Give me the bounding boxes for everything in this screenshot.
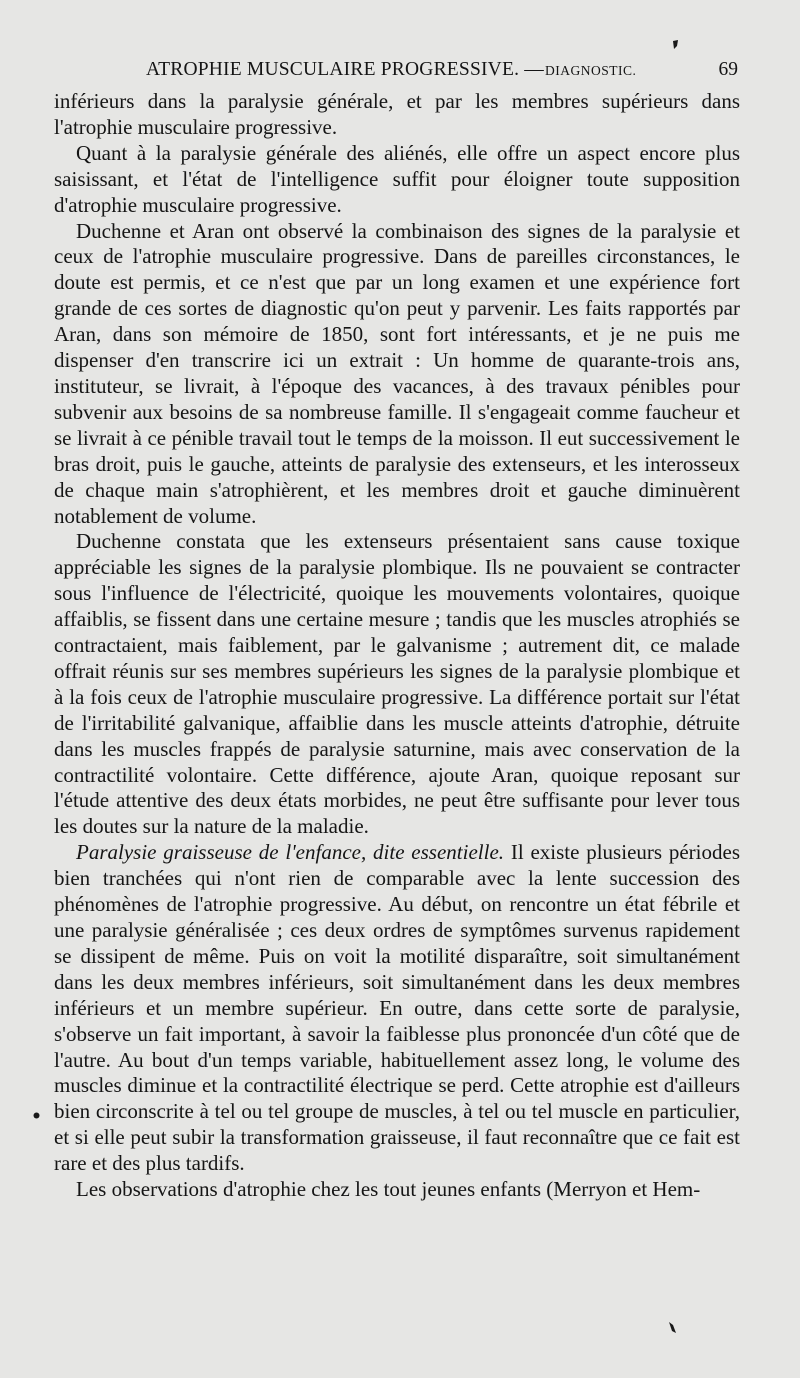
running-header bbox=[54, 56, 740, 84]
ink-speck-mark bbox=[671, 40, 679, 50]
paragraph-heading: Paralysie graisseuse de l'enfance, dite essentielle. bbox=[76, 840, 505, 865]
body-text bbox=[54, 89, 740, 1203]
ink-speck-mark-bottom bbox=[668, 1322, 677, 1334]
paragraph-duchenne-aran: Duchenne et Aran ont observé la combinaison des signes de la paralysie et ceux de l'atrophie musculaire progressive. Dans de pareilles circonstances, le doute est permis, et ce n'est que par un long examen et une expérience fort grande de ces sortes de diagnostic qu'on peut y parvenir. Les faits rapportés par Aran, dans son mémoire de 1850, sont fort intéressants, et je ne puis me dispenser d'en transcrire ici un extrait : Un homme de quarante-trois ans, instituteur, se livrait, à l'époque des vacances, à des travaux pénibles pour subvenir aux besoins de sa nombreuse famille. Il s'engageait comme faucheur et se livrait à ce pénible travail tout le temps de la moisson. Il eut successivement le bras droit, puis le gauche, atteints de paralysie des extenseurs, et les interosseux de chaque main s'atrophièrent, et les membres droit et gauche diminuèrent notablement de volume. bbox=[54, 218, 740, 528]
paragraph-paralysie-graisseuse bbox=[54, 840, 740, 1177]
section-label: DIAGNOSTIC. bbox=[545, 63, 637, 78]
paragraph-continued: inférieurs dans la paralysie générale, et par les membres supérieurs dans l'atrophie musculaire progressive. bbox=[54, 89, 740, 139]
page-number: 69 bbox=[718, 59, 738, 80]
paragraph-duchenne-constata: Duchenne constata que les extenseurs présentaient sans cause toxique appréciable les signes de la paralysie plombique. Ils ne pouvaient se contracter sous l'influence de l'électricité, quoique les mouvements volontaires, quoique affaiblis, se fissent dans une certaine mesure ; tandis que les muscles atrophiés se contractaient, mais faiblement, par le galvanisme ; autrement dit, ce malade offrait réunis sur ses membres supérieurs les signes de la paralysie plombique et à la fois ceux de l'atrophie musculaire progressive. La différence portait sur l'état de l'irritabilité galvanique, affaiblie dans les muscle atteints d'atrophie, détruite dans les muscles frappés de paralysie saturnine, mais avec conservation de la contractilité volontaire. Cette différence, ajoute Aran, quoique reposant sur l'étude attentive des deux états morbides, ne peut être suffisante pour lever tous les doutes sur la nature de la maladie. bbox=[54, 529, 740, 839]
margin-dot-mark bbox=[33, 1112, 40, 1119]
running-title: ATROPHIE MUSCULAIRE PROGRESSIVE. — bbox=[146, 59, 544, 80]
paragraph-body: Il existe plusieurs périodes bien tranchées qui n'ont rien de comparable avec la lente succession des phénomènes de l'atrophie progressive. Au début, on rencontre un état fébrile et une paralysie généralisée ; ces deux ordres de symptômes survenus rapidement se dissipent de même. Puis on voit la motilité disparaître, soit simultanément dans les deux membres inférieurs, soit simultanément dans les deux membres inférieurs et un membre supérieur. En outre, dans cette sorte de paralysie, s'observe un fait important, à savoir la faiblesse plus prononcée d'un côté que de l'autre. Au bout d'un temps variable, habituellement assez long, le volume des muscles diminue et la contractilité électrique se perd. Cette atrophie est d'ailleurs bien circonscrite à tel ou tel groupe de muscles, à tel ou tel muscle en particulier, et si elle peut subir la transformation graisseuse, il faut reconnaître que ce fait est rare et des plus tardifs. bbox=[54, 840, 740, 1176]
paragraph-paralysie-generale: Quant à la paralysie générale des aliénés, elle offre un aspect encore plus saisissant, et l'état de l'intelligence suffit pour éloigner toute supposition d'atrophie musculaire progressive. bbox=[54, 140, 740, 217]
paragraph-observations: Les observations d'atrophie chez les tout jeunes enfants (Merryon et Hem- bbox=[76, 1177, 701, 1202]
